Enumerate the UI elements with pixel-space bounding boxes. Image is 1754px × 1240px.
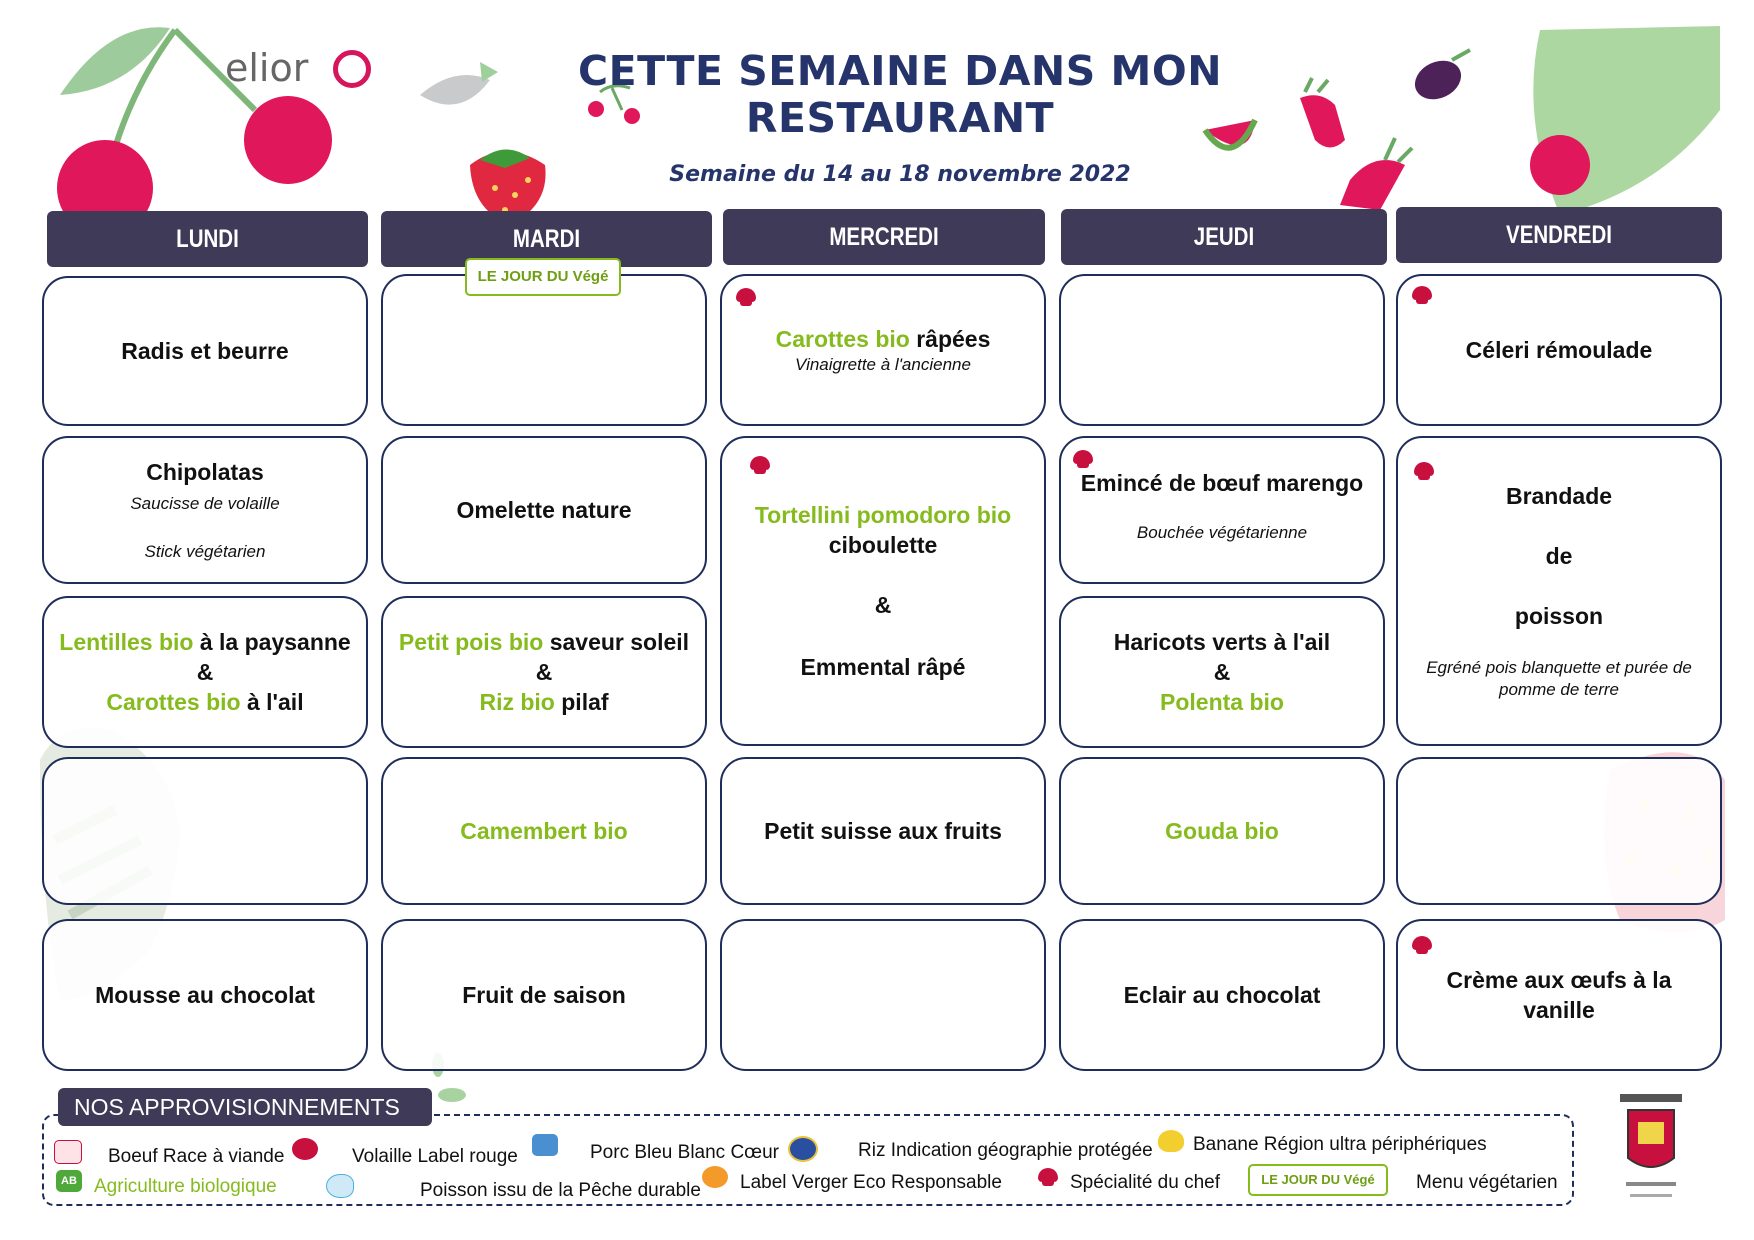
legend-label: Riz Indication géographie protégée — [858, 1140, 1153, 1161]
ab-icon: AB — [56, 1170, 82, 1192]
igp-icon — [788, 1136, 818, 1162]
chef-hat-icon — [736, 288, 756, 302]
dish-name: Haricots verts à l'ail — [1113, 629, 1331, 655]
mercredi-laitage-cell — [720, 757, 1046, 905]
lundi-plat-cell — [42, 436, 368, 584]
legend-label: Menu végétarien — [1416, 1172, 1558, 1193]
mardi-accompagnement-cell — [381, 596, 707, 748]
page-title — [560, 48, 1240, 142]
bio-label: Polenta bio — [1160, 689, 1284, 715]
title-line2: RESTAURANT — [745, 94, 1055, 142]
municipal-coat-of-arms — [1616, 1090, 1686, 1206]
week-subtitle: Semaine du 14 au 18 novembre 2022 — [669, 162, 1131, 187]
dish-alternative: Saucisse de volaille — [130, 494, 280, 513]
dish-name: poisson — [1514, 603, 1604, 629]
dish-name: ciboulette — [828, 532, 938, 558]
dish-name: Petit suisse aux fruits — [764, 818, 1002, 844]
ampersand: & — [196, 659, 214, 685]
jour-du-vege-icon: LE JOUR DU Végé — [1248, 1164, 1388, 1196]
day-header-lundi: LUNDI — [47, 211, 368, 267]
dish-name: Crème aux œufs à la vanille — [1446, 967, 1672, 1023]
legend-label: Label Verger Eco Responsable — [740, 1172, 1002, 1193]
day-header-vendredi: VENDREDI — [1396, 207, 1722, 263]
jeudi-plat-cell — [1059, 436, 1385, 584]
mardi-plat-cell — [381, 436, 707, 584]
lundi-fromage-cell — [42, 757, 368, 905]
chef-hat-icon — [1038, 1168, 1058, 1182]
dish-name: Chipolatas — [146, 459, 264, 485]
bleu-blanc-coeur-icon — [532, 1134, 558, 1156]
bio-label: Carottes bio — [106, 689, 241, 715]
bio-label: Petit pois bio — [398, 629, 544, 655]
legend-label: Porc Bleu Blanc Cœur — [590, 1142, 780, 1163]
dish-name: Omelette nature — [456, 497, 632, 523]
dish-sauce: Vinaigrette à l'ancienne — [795, 355, 971, 374]
chef-hat-icon — [1073, 450, 1093, 464]
dish-name: râpées — [916, 326, 991, 352]
legend-label: Poisson issu de la Pêche durable — [420, 1180, 701, 1201]
bio-label: Riz bio — [479, 689, 555, 715]
dish-name: Brandade — [1505, 483, 1613, 509]
lundi-accompagnement-cell — [42, 596, 368, 748]
day-header-mercredi: MERCREDI — [723, 209, 1045, 265]
verger-icon — [702, 1166, 728, 1188]
legend-label: Volaille Label rouge — [352, 1146, 518, 1167]
dish-name: Emmental râpé — [800, 654, 966, 680]
banana-icon — [1158, 1130, 1184, 1152]
lundi-dessert-cell — [42, 919, 368, 1071]
mercredi-plat-cell — [720, 436, 1046, 746]
dish-name: à l'ail — [246, 689, 304, 715]
fish-icon — [326, 1174, 354, 1198]
bio-label: Gouda bio — [1165, 818, 1279, 844]
mardi-dessert-cell — [381, 919, 707, 1071]
mardi-entree-cell — [381, 274, 707, 426]
vendredi-plat-cell — [1396, 436, 1722, 746]
dish-name: Fruit de saison — [462, 982, 626, 1008]
jeudi-accompagnement-cell — [1059, 596, 1385, 748]
legend-label: Agriculture biologique — [94, 1176, 277, 1197]
dish-name: saveur soleil — [549, 629, 690, 655]
beef-icon — [54, 1140, 82, 1164]
ampersand: & — [535, 659, 553, 685]
legend-label: Boeuf Race à viande — [108, 1146, 285, 1167]
day-header-jeudi: JEUDI — [1061, 209, 1387, 265]
legend-label: Banane Région ultra périphériques — [1193, 1134, 1487, 1155]
bio-label: Carottes bio — [775, 326, 910, 352]
bio-label: Lentilles bio — [59, 629, 194, 655]
dish-alternative: Bouchée végétarienne — [1136, 523, 1308, 542]
legend-label: Spécialité du chef — [1070, 1172, 1220, 1193]
chef-hat-icon — [1414, 462, 1434, 476]
ampersand: & — [874, 592, 892, 618]
title-line1: CETTE SEMAINE DANS MON — [577, 47, 1223, 95]
ampersand: & — [1213, 659, 1231, 685]
dish-name: Mousse au chocolat — [95, 982, 315, 1008]
dish-name: Radis et beurre — [121, 338, 289, 364]
dish-name: de — [1545, 543, 1573, 569]
jour-du-vege-badge: LE JOUR DU Végé — [465, 258, 621, 296]
dish-accompaniment: Egréné pois blanquette et purée de pomme de terre — [1426, 658, 1692, 699]
jeudi-fromage-cell — [1059, 757, 1385, 905]
dish-name: pilaf — [561, 689, 609, 715]
chef-hat-icon — [750, 456, 770, 470]
bio-label: Tortellini pomodoro bio — [754, 502, 1012, 528]
jeudi-dessert-cell — [1059, 919, 1385, 1071]
elior-logo-mark — [333, 50, 371, 88]
lundi-entree-cell — [42, 276, 368, 426]
dish-name: Eclair au chocolat — [1123, 982, 1321, 1008]
chef-hat-icon — [1412, 286, 1432, 300]
mardi-fromage-cell — [381, 757, 707, 905]
mercredi-entree-cell — [720, 274, 1046, 426]
label-rouge-icon — [292, 1138, 318, 1160]
day-header-mardi: MARDI — [381, 211, 712, 267]
legend-title: NOS APPROVISIONNEMENTS — [58, 1088, 432, 1126]
dish-alternative: Stick végétarien — [144, 542, 266, 561]
dish-name: Céleri rémoulade — [1465, 337, 1653, 363]
vendredi-dessert-cell — [1396, 919, 1722, 1071]
jeudi-entree-cell — [1059, 274, 1385, 426]
vendredi-fromage-cell — [1396, 757, 1722, 905]
elior-logo: elior — [225, 46, 309, 90]
chef-hat-icon — [1412, 936, 1432, 950]
dish-name: Emincé de bœuf marengo — [1080, 470, 1364, 496]
vendredi-entree-cell — [1396, 274, 1722, 426]
dish-name: à la paysanne — [199, 629, 351, 655]
mercredi-dessert-cell — [720, 919, 1046, 1071]
bio-label: Camembert bio — [460, 818, 628, 844]
